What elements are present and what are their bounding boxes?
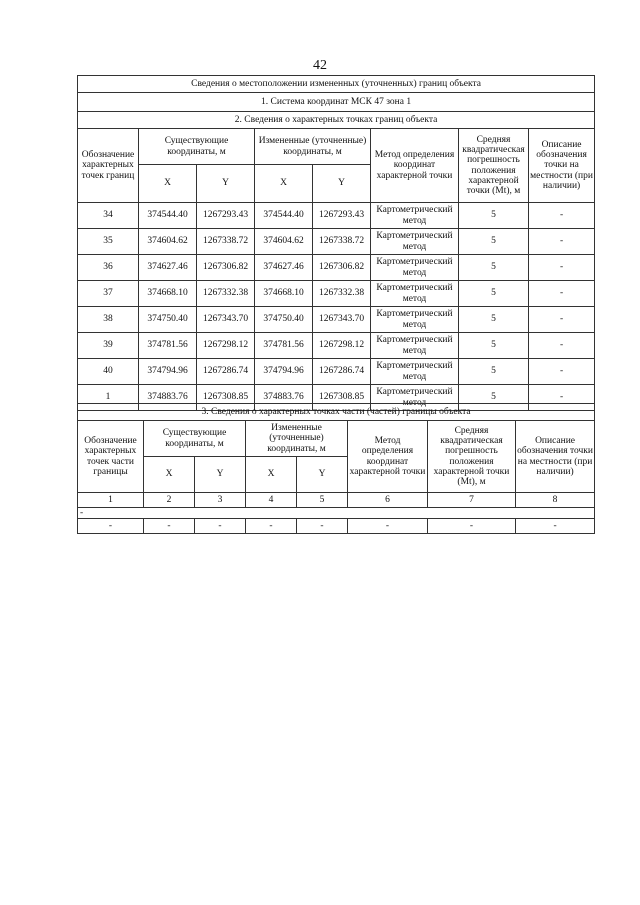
table-row xyxy=(78,203,595,229)
y-existing-cell: 1267332.38 xyxy=(197,281,255,307)
method-cell: Картометрический метод xyxy=(371,333,459,359)
table-row xyxy=(78,281,595,307)
column-number-cell: 5 xyxy=(297,493,348,508)
y-changed-cell: 1267308.85 xyxy=(313,385,371,411)
header-y-existing: Y xyxy=(197,165,255,203)
description-cell: - xyxy=(529,333,595,359)
column-numbers-row xyxy=(78,493,595,508)
x-changed-cell: 374604.62 xyxy=(255,229,313,255)
column-number-cell: 4 xyxy=(246,493,297,508)
y-changed-cell: 1267286.74 xyxy=(313,359,371,385)
method-cell: Картометрический метод xyxy=(371,255,459,281)
method-cell: Картометрический метод xyxy=(371,307,459,333)
column-number-cell: 1 xyxy=(78,493,144,508)
table-row xyxy=(78,359,595,385)
x-existing-cell: 374750.40 xyxy=(139,307,197,333)
point-number-cell: 35 xyxy=(78,229,139,255)
header-y-changed: Y xyxy=(313,165,371,203)
x-existing-cell: 374668.10 xyxy=(139,281,197,307)
header-part-x-existing: X xyxy=(144,457,195,493)
y-changed-cell: 1267338.72 xyxy=(313,229,371,255)
header-part-y-existing: Y xyxy=(195,457,246,493)
point-number-cell: 38 xyxy=(78,307,139,333)
section3-note: - xyxy=(78,508,595,519)
method-cell: Картометрический метод xyxy=(371,359,459,385)
y-existing-cell: 1267286.74 xyxy=(197,359,255,385)
header-part-designation: Обозначение характерных точек части границы xyxy=(78,421,144,493)
empty-cell: - xyxy=(516,519,595,534)
description-cell: - xyxy=(529,229,595,255)
x-changed-cell: 374781.56 xyxy=(255,333,313,359)
header-part-existing-coords: Существующие координаты, м xyxy=(144,421,246,457)
empty-cell: - xyxy=(428,519,516,534)
y-existing-cell: 1267308.85 xyxy=(197,385,255,411)
part-boundary-table xyxy=(77,403,595,534)
header-x-existing: X xyxy=(139,165,197,203)
description-cell: - xyxy=(529,385,595,411)
header-part-x-changed: X xyxy=(246,457,297,493)
table-row xyxy=(78,229,595,255)
y-existing-cell: 1267298.12 xyxy=(197,333,255,359)
y-changed-cell: 1267306.82 xyxy=(313,255,371,281)
page-number: 42 xyxy=(313,58,327,73)
description-cell: - xyxy=(529,255,595,281)
point-number-cell: 37 xyxy=(78,281,139,307)
boundary-points-table xyxy=(77,75,595,411)
header-existing-coords: Существующие координаты, м xyxy=(139,129,255,165)
error-value-cell: 5 xyxy=(459,307,529,333)
x-changed-cell: 374544.40 xyxy=(255,203,313,229)
error-value-cell: 5 xyxy=(459,281,529,307)
method-cell: Картометрический метод xyxy=(371,385,459,411)
y-changed-cell: 1267343.70 xyxy=(313,307,371,333)
point-number-cell: 40 xyxy=(78,359,139,385)
empty-cell: - xyxy=(195,519,246,534)
x-existing-cell: 374604.62 xyxy=(139,229,197,255)
header-x-changed: X xyxy=(255,165,313,203)
x-changed-cell: 374794.96 xyxy=(255,359,313,385)
header-description: Описание обозначения точки на местности (при наличии) xyxy=(529,129,595,203)
column-number-cell: 8 xyxy=(516,493,595,508)
error-value-cell: 5 xyxy=(459,359,529,385)
error-value-cell: 5 xyxy=(459,385,529,411)
y-existing-cell: 1267306.82 xyxy=(197,255,255,281)
header-error: Средняя квадратическая погрешность положения характерной точки (Mt), м xyxy=(459,129,529,203)
x-existing-cell: 374883.76 xyxy=(139,385,197,411)
y-existing-cell: 1267343.70 xyxy=(197,307,255,333)
header-designation: Обозначение характерных точек границ xyxy=(78,129,139,203)
empty-cell: - xyxy=(246,519,297,534)
description-cell: - xyxy=(529,203,595,229)
x-changed-cell: 374627.46 xyxy=(255,255,313,281)
column-number-cell: 6 xyxy=(348,493,428,508)
header-method: Метод определения координат характерной точки xyxy=(371,129,459,203)
y-changed-cell: 1267332.38 xyxy=(313,281,371,307)
y-changed-cell: 1267293.43 xyxy=(313,203,371,229)
error-value-cell: 5 xyxy=(459,203,529,229)
description-cell: - xyxy=(529,359,595,385)
column-number-cell: 7 xyxy=(428,493,516,508)
empty-cell: - xyxy=(348,519,428,534)
point-number-cell: 1 xyxy=(78,385,139,411)
header-part-error: Средняя квадратическая погрешность положения характерной точки (Mt), м xyxy=(428,421,516,493)
main-title: Сведения о местоположении измененных (уточненных) границ объекта xyxy=(78,76,595,93)
y-existing-cell: 1267293.43 xyxy=(197,203,255,229)
x-changed-cell: 374883.76 xyxy=(255,385,313,411)
section2-title: 2. Сведения о характерных точках границ объекта xyxy=(78,112,595,129)
header-part-y-changed: Y xyxy=(297,457,348,493)
points-body xyxy=(78,203,595,411)
header-part-description: Описание обозначения точки на местности (при наличии) xyxy=(516,421,595,493)
x-existing-cell: 374627.46 xyxy=(139,255,197,281)
error-value-cell: 5 xyxy=(459,229,529,255)
table-row xyxy=(78,333,595,359)
x-existing-cell: 374794.96 xyxy=(139,359,197,385)
column-number-cell: 3 xyxy=(195,493,246,508)
header-changed-coords: Измененные (уточненные) координаты, м xyxy=(255,129,371,165)
method-cell: Картометрический метод xyxy=(371,203,459,229)
coordinate-system-title: 1. Система координат МСК 47 зона 1 xyxy=(78,93,595,112)
empty-cell: - xyxy=(297,519,348,534)
table-row xyxy=(78,307,595,333)
point-number-cell: 36 xyxy=(78,255,139,281)
y-existing-cell: 1267338.72 xyxy=(197,229,255,255)
section3-title: 3. Сведения о характерных точках части (частей) границы объекта xyxy=(78,404,595,421)
error-value-cell: 5 xyxy=(459,255,529,281)
header-part-method: Метод определения координат характерной точки xyxy=(348,421,428,493)
description-cell: - xyxy=(529,281,595,307)
table-row xyxy=(78,255,595,281)
x-changed-cell: 374750.40 xyxy=(255,307,313,333)
empty-data-row xyxy=(78,519,595,534)
point-number-cell: 34 xyxy=(78,203,139,229)
method-cell: Картометрический метод xyxy=(371,229,459,255)
empty-cell: - xyxy=(78,519,144,534)
method-cell: Картометрический метод xyxy=(371,281,459,307)
point-number-cell: 39 xyxy=(78,333,139,359)
description-cell: - xyxy=(529,307,595,333)
header-part-changed-coords: Измененные (уточненные) координаты, м xyxy=(246,421,348,457)
x-changed-cell: 374668.10 xyxy=(255,281,313,307)
x-existing-cell: 374544.40 xyxy=(139,203,197,229)
error-value-cell: 5 xyxy=(459,333,529,359)
column-number-cell: 2 xyxy=(144,493,195,508)
empty-cell: - xyxy=(144,519,195,534)
x-existing-cell: 374781.56 xyxy=(139,333,197,359)
y-changed-cell: 1267298.12 xyxy=(313,333,371,359)
